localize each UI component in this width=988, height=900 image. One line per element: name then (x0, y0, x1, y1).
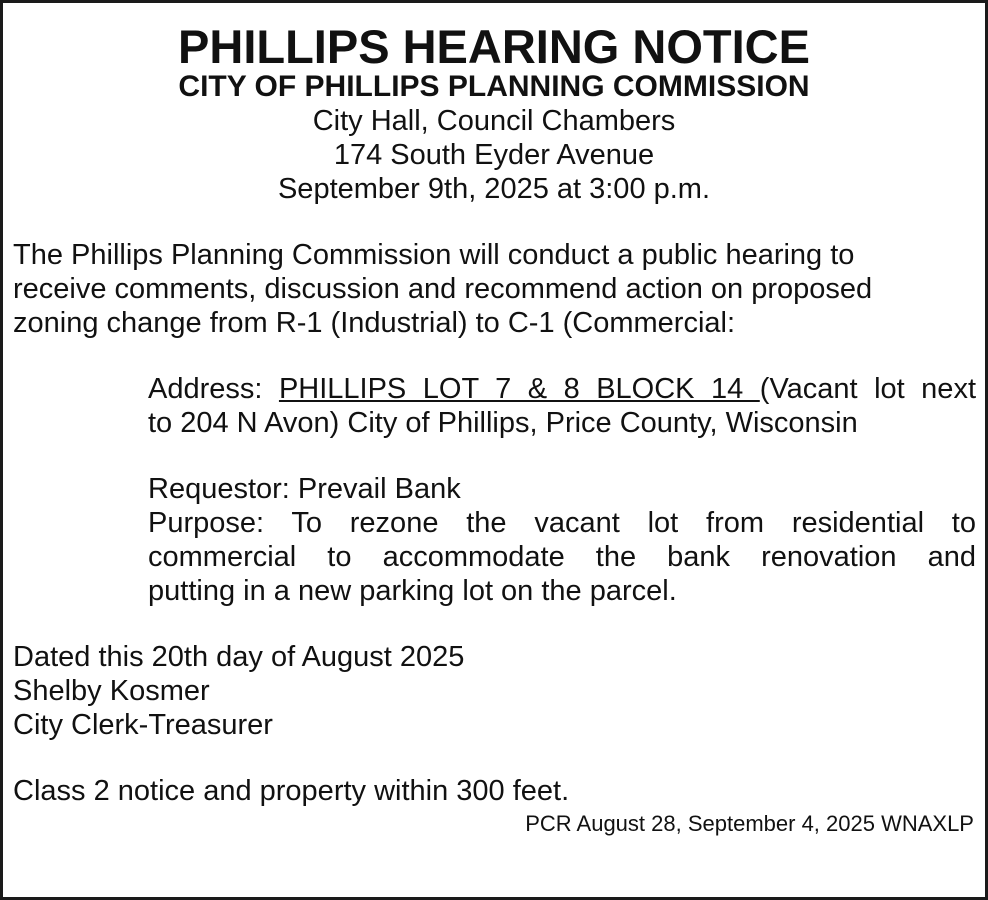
address-line-1 (148, 372, 976, 406)
meeting-datetime: September 9th, 2025 at 3:00 p.m. (277, 173, 711, 205)
address-label: Address: (148, 373, 279, 405)
intro-line-1: The Phillips Planning Commission will conduct a public hearing to (13, 239, 855, 271)
requestor: Requestor: Prevail Bank (148, 473, 461, 505)
meeting-location: City Hall, Council Chambers (312, 105, 676, 137)
address-rest: (Vacant lot next (759, 373, 976, 405)
dated-line: Dated this 20th day of August 2025 (13, 641, 465, 673)
address-line-2: to 204 N Avon) City of Phillips, Price County, Wisconsin (148, 407, 858, 439)
purpose-line-3: putting in a new parking lot on the parcel. (148, 575, 677, 607)
publication-line: PCR August 28, September 4, 2025 WNAXLP (525, 811, 974, 836)
signer-name: Shelby Kosmer (13, 675, 210, 707)
class-notice: Class 2 notice and property within 300 feet. (13, 775, 570, 807)
intro-line-2: receive comments, discussion and recommend action on proposed (13, 273, 873, 305)
signer-title: City Clerk-Treasurer (13, 709, 273, 741)
notice-subtitle: CITY OF PHILLIPS PLANNING COMMISSION (178, 70, 810, 103)
purpose-line-2: commercial to accommodate the bank renovation and (148, 541, 976, 573)
intro-line-3: zoning change from R-1 (Industrial) to C-1 (Commercial: (13, 307, 736, 339)
address-lot: PHILLIPS LOT 7 & 8 BLOCK 14 (278, 373, 760, 405)
notice-title: PHILLIPS HEARING NOTICE (178, 20, 810, 73)
meeting-street: 174 South Eyder Avenue (333, 139, 655, 171)
purpose-line-1: Purpose: To rezone the vacant lot from residential to (148, 507, 976, 539)
